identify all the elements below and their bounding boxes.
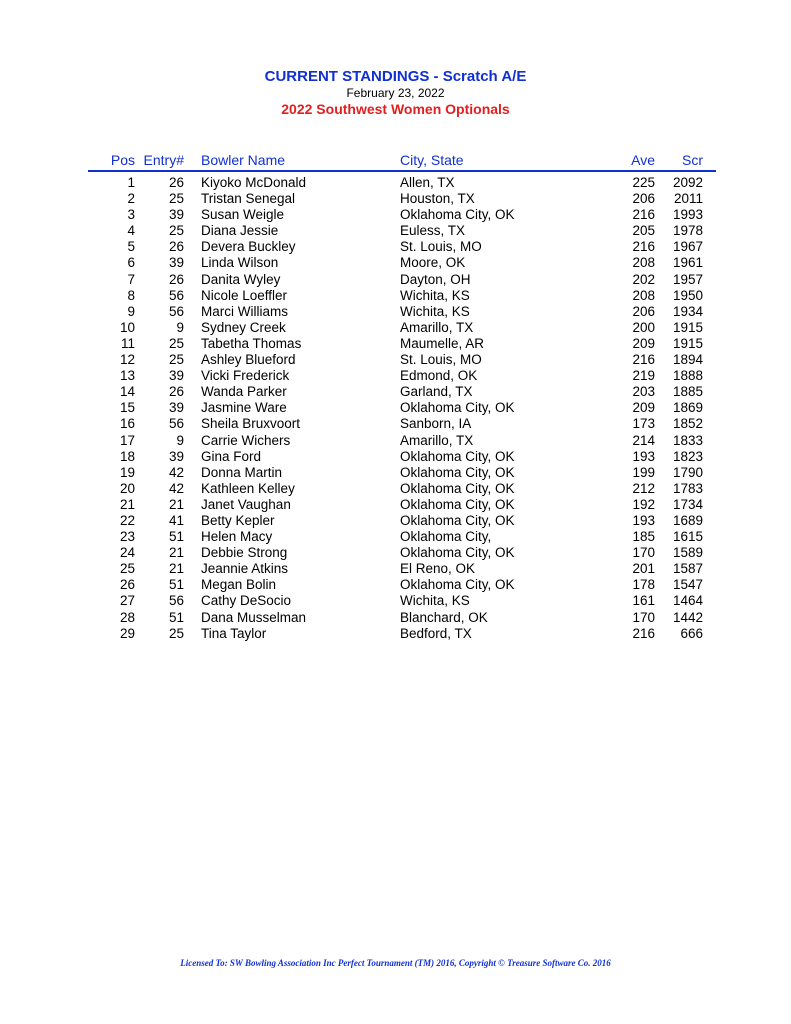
cell-name: Danita Wyley [201,271,281,287]
cell-name: Diana Jessie [201,223,279,239]
cell-ave: 192 [632,496,655,512]
column-header-name: Bowler Name [201,152,286,168]
cell-scr: 1547 [672,577,703,593]
cell-scr: 666 [680,625,703,641]
cell-entry: 26 [168,239,184,255]
cell-name: Wanda Parker [201,384,287,400]
table-row [0,513,791,529]
cell-ave: 219 [632,368,655,384]
cell-scr: 1689 [672,512,703,528]
cell-pos: 20 [119,480,135,496]
cell-ave: 161 [632,593,655,609]
cell-pos: 16 [119,416,135,432]
cell-pos: 22 [119,512,135,528]
cell-pos: 4 [127,223,135,239]
cell-pos: 2 [127,191,135,207]
cell-name: Donna Martin [201,464,283,480]
event-name: 2022 Southwest Women Optionals [281,101,510,117]
cell-ave: 212 [632,480,655,496]
cell-ave: 201 [632,561,655,577]
cell-name: Dana Musselman [201,609,307,625]
cell-name: Carrie Wichers [201,432,291,448]
table-row [0,497,791,513]
table-row [0,336,791,352]
cell-name: Linda Wilson [201,255,279,271]
cell-name: Jeannie Atkins [201,561,289,577]
cell-pos: 7 [127,271,135,287]
cell-pos: 8 [127,287,135,303]
cell-pos: 18 [119,448,135,464]
cell-ave: 203 [632,384,655,400]
cell-entry: 21 [168,545,184,561]
cell-entry: 39 [168,368,184,384]
standings-table [0,175,791,642]
cell-name: Betty Kepler [201,512,275,528]
cell-ave: 170 [632,545,655,561]
cell-scr: 1894 [672,352,703,368]
cell-ave: 173 [632,416,655,432]
cell-entry: 39 [168,448,184,464]
cell-name: Megan Bolin [201,577,277,593]
cell-entry: 21 [168,496,184,512]
cell-name: Tristan Senegal [201,191,296,207]
cell-scr: 1915 [672,319,703,335]
cell-scr: 1967 [672,239,703,255]
column-header-entry: Entry# [143,152,184,168]
cell-ave: 206 [632,303,655,319]
cell-city: Dayton, OH [400,271,471,287]
cell-city: Oklahoma City, OK [400,448,515,464]
table-row [0,384,791,400]
cell-city: Blanchard, OK [400,609,488,625]
cell-entry: 26 [168,271,184,287]
cell-name: Tina Taylor [201,625,267,641]
cell-pos: 5 [127,239,135,255]
cell-pos: 14 [119,384,135,400]
cell-scr: 1587 [672,561,703,577]
cell-pos: 1 [127,175,135,190]
cell-ave: 209 [632,400,655,416]
cell-name: Nicole Loeffler [201,287,288,303]
cell-city: Garland, TX [400,384,473,400]
cell-city: Amarillo, TX [400,432,474,448]
cell-city: Oklahoma City, OK [400,577,515,593]
cell-city: Euless, TX [400,223,466,239]
table-row [0,400,791,416]
table-row [0,320,791,336]
cell-city: Oklahoma City, [400,529,492,545]
cell-city: Oklahoma City, OK [400,207,515,223]
cell-pos: 13 [119,368,135,384]
cell-city: St. Louis, MO [400,239,482,255]
cell-scr: 1888 [672,368,703,384]
cell-entry: 51 [168,577,184,593]
cell-city: Wichita, KS [400,287,470,303]
cell-pos: 24 [119,545,135,561]
cell-pos: 27 [119,593,135,609]
cell-scr: 1961 [672,255,703,271]
cell-pos: 21 [119,496,135,512]
cell-entry: 39 [168,400,184,416]
cell-entry: 39 [168,255,184,271]
cell-city: Moore, OK [400,255,466,271]
cell-ave: 216 [632,625,655,641]
table-row [0,416,791,432]
cell-entry: 25 [168,352,184,368]
cell-city: Wichita, KS [400,303,470,319]
cell-entry: 25 [168,625,184,641]
cell-city: Wichita, KS [400,593,470,609]
cell-entry: 25 [168,191,184,207]
table-row [0,352,791,368]
cell-scr: 1790 [672,464,703,480]
cell-ave: 199 [632,464,655,480]
cell-scr: 2011 [673,191,703,207]
cell-ave: 208 [632,287,655,303]
cell-city: St. Louis, MO [400,352,482,368]
cell-scr: 1978 [672,223,703,239]
cell-pos: 12 [119,352,135,368]
cell-ave: 209 [632,335,655,351]
cell-city: Bedford, TX [400,625,472,641]
cell-entry: 56 [168,303,184,319]
cell-scr: 1869 [672,400,703,416]
cell-ave: 193 [632,512,655,528]
cell-scr: 1464 [672,593,703,609]
cell-ave: 216 [632,352,655,368]
cell-scr: 1950 [672,287,703,303]
cell-scr: 1833 [672,432,703,448]
cell-scr: 1852 [672,416,703,432]
cell-pos: 15 [119,400,135,416]
cell-scr: 1615 [672,529,703,545]
cell-entry: 9 [176,319,184,335]
cell-city: Sanborn, IA [400,416,472,432]
header-divider [88,170,716,172]
cell-entry: 56 [168,416,184,432]
table-row [0,255,791,271]
cell-city: Oklahoma City, OK [400,496,515,512]
cell-name: Cathy DeSocio [201,593,292,609]
cell-name: Helen Macy [201,529,273,545]
cell-city: Amarillo, TX [400,319,474,335]
cell-scr: 1823 [672,448,703,464]
cell-scr: 2092 [672,175,703,190]
cell-ave: 214 [632,432,655,448]
cell-entry: 56 [168,593,184,609]
cell-name: Tabetha Thomas [201,335,302,351]
cell-ave: 170 [632,609,655,625]
cell-name: Marci Williams [201,303,288,319]
table-row [0,449,791,465]
cell-ave: 178 [632,577,655,593]
cell-city: Houston, TX [400,191,475,207]
table-row [0,626,791,642]
table-row [0,368,791,384]
cell-ave: 216 [632,207,655,223]
table-row [0,545,791,561]
cell-entry: 26 [168,384,184,400]
cell-city: El Reno, OK [400,561,476,577]
cell-entry: 25 [168,223,184,239]
standings-date: February 23, 2022 [346,86,445,100]
cell-ave: 193 [632,448,655,464]
cell-pos: 10 [119,319,135,335]
cell-city: Oklahoma City, OK [400,480,515,496]
cell-scr: 1885 [672,384,703,400]
cell-city: Oklahoma City, OK [400,545,515,561]
cell-scr: 1442 [672,609,703,625]
cell-ave: 200 [632,319,655,335]
cell-scr: 1783 [672,480,703,496]
license-footer: Licensed To: SW Bowling Association Inc Perfect Tournament (TM) 2016, Copyright © Treasure Software Co. 2016 [180,958,611,968]
table-row [0,191,791,207]
table-row [0,481,791,497]
column-header-ave: Ave [631,152,655,168]
cell-pos: 11 [120,335,135,351]
cell-entry: 51 [168,609,184,625]
column-header-city: City, State [400,152,464,168]
cell-ave: 185 [632,529,655,545]
cell-name: Jasmine Ware [201,400,287,416]
cell-pos: 23 [119,529,135,545]
cell-entry: 51 [168,529,184,545]
cell-scr: 1934 [672,303,703,319]
table-row [0,433,791,449]
cell-name: Vicki Frederick [201,368,290,384]
cell-ave: 225 [632,175,655,190]
cell-entry: 42 [168,480,184,496]
table-row [0,577,791,593]
column-header-scr: Scr [682,152,703,168]
cell-city: Maumelle, AR [400,335,485,351]
cell-entry: 25 [168,335,184,351]
column-header-pos: Pos [110,152,135,168]
cell-city: Oklahoma City, OK [400,464,515,480]
page-title: CURRENT STANDINGS - Scratch A/E [264,68,527,85]
cell-name: Debbie Strong [201,545,288,561]
cell-scr: 1589 [672,545,703,561]
table-row [0,223,791,239]
cell-city: Allen, TX [400,175,455,190]
cell-scr: 1915 [672,335,703,351]
cell-pos: 3 [127,207,135,223]
cell-entry: 39 [168,207,184,223]
table-row [0,610,791,626]
cell-entry: 41 [168,512,184,528]
cell-pos: 6 [127,255,135,271]
table-row [0,272,791,288]
cell-scr: 1734 [672,496,703,512]
cell-scr: 1993 [672,207,703,223]
cell-ave: 208 [632,255,655,271]
cell-name: Gina Ford [201,448,262,464]
table-row [0,207,791,223]
cell-pos: 28 [119,609,135,625]
cell-pos: 17 [119,432,135,448]
cell-pos: 19 [119,464,135,480]
cell-name: Ashley Blueford [201,352,296,368]
cell-name: Sydney Creek [201,319,286,335]
cell-name: Kathleen Kelley [201,480,295,496]
cell-name: Devera Buckley [201,239,296,255]
cell-city: Oklahoma City, OK [400,400,515,416]
table-row [0,239,791,255]
cell-ave: 202 [632,271,655,287]
cell-entry: 26 [168,175,184,190]
cell-name: Susan Weigle [201,207,285,223]
cell-pos: 26 [119,577,135,593]
cell-entry: 9 [176,432,184,448]
table-row [0,465,791,481]
table-row [0,561,791,577]
cell-pos: 9 [127,303,135,319]
cell-ave: 206 [632,191,655,207]
table-row [0,304,791,320]
table-row [0,288,791,304]
cell-name: Janet Vaughan [201,496,291,512]
cell-ave: 205 [632,223,655,239]
table-row [0,593,791,609]
table-row [0,175,791,191]
cell-name: Kiyoko McDonald [201,175,307,190]
cell-entry: 56 [168,287,184,303]
cell-ave: 216 [632,239,655,255]
cell-name: Sheila Bruxvoort [201,416,301,432]
cell-pos: 29 [119,625,135,641]
cell-scr: 1957 [672,271,703,287]
cell-entry: 21 [168,561,184,577]
cell-city: Edmond, OK [400,368,478,384]
table-row [0,529,791,545]
cell-pos: 25 [119,561,135,577]
cell-entry: 42 [168,464,184,480]
cell-city: Oklahoma City, OK [400,512,515,528]
